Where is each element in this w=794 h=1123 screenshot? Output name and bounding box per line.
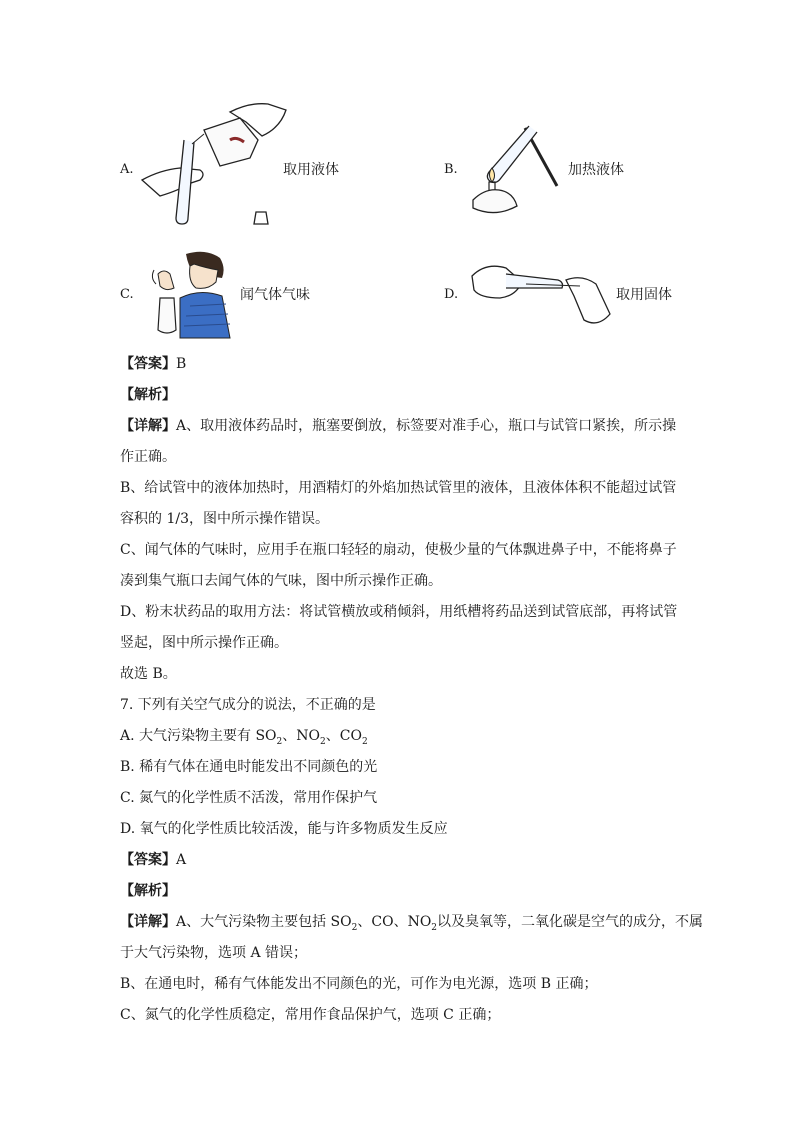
q7-detail-line-1 [120,912,703,938]
q6-analysis-tag: 【解析】 [120,387,176,403]
q6-conclusion: 故选 B。 [120,666,177,682]
q6-detail-line-3: B、给试管中的液体加热时，用酒精灯的外焰加热试管里的液体，且液体体积不能超过试管 [120,480,677,496]
detail-tag: 【详解】 [120,914,176,930]
q7-detail-line-4: C、氮气的化学性质稳定，常用作食品保护气，选项 C 正确； [120,1007,501,1023]
option-d-label: 取用固体 [616,287,672,303]
option-d-letter: D. [444,287,459,302]
q7-text: A、大气污染物主要包括 SO [176,914,352,930]
answer-tag: 【答案】 [120,356,176,372]
q6-text: A、取用液体药品时，瓶塞要倒放，标签要对准手心，瓶口与试管口紧挨，所示操 [176,418,677,434]
q7-detail-line-3: B、在通电时，稀有气体能发出不同颜色的光，可作为电光源，选项 B 正确； [120,976,598,992]
q7-text: 、CO、NO [357,914,432,930]
option-a-letter: A. [120,162,134,177]
q7-option-a-text: A. 大气污染物主要有 SO [120,728,277,744]
pouring-liquid-illustration [140,100,290,230]
option-b-letter: B. [444,162,458,177]
detail-tag: 【详解】 [120,418,176,434]
subscript: 2 [276,736,283,747]
option-a-label: 取用液体 [283,162,339,178]
q7-option-d: D. 氧气的化学性质比较活泼，能与许多物质发生反应 [120,821,448,837]
option-c-letter: C. [120,287,134,302]
smelling-gas-illustration [150,248,235,340]
q7-option-b: B. 稀有气体在通电时能发出不同颜色的光 [120,759,378,775]
q6-detail-line-5: C、闻气体的气味时，应用手在瓶口轻轻的扇动，使极少量的气体飘进鼻子中，不能将鼻子 [120,542,677,558]
answer-value: B [176,356,187,372]
q6-detail-line-1 [120,416,676,436]
q6-detail-line-6: 凑到集气瓶口去闻气体的气味，图中所示操作正确。 [120,573,442,589]
q7-detail-line-2: 于大气污染物，选项 A 错误； [120,945,308,961]
subscript: 2 [361,736,368,747]
q7-option-a-text: 、CO [325,728,362,744]
q7-text: 以及臭氧等，二氧化碳是空气的成分，不属 [437,914,704,930]
q6-detail-line-8: 竖起，图中所示操作正确。 [120,635,288,651]
option-c-label: 闻气体气味 [240,287,310,303]
q6-detail-line-7: D、粉末状药品的取用方法：将试管横放或稍倾斜，用纸槽将药品送到试管底部，再将试管 [120,604,678,620]
q6-answer-line [120,354,186,374]
heating-liquid-illustration [465,120,565,220]
q7-option-a-text: 、NO [282,728,320,744]
answer-tag: 【答案】 [120,852,176,868]
q7-option-a [120,726,368,752]
q7-option-c: C. 氮气的化学性质不活泼，常用作保护气 [120,790,378,806]
q7-stem: 7. 下列有关空气成分的说法，不正确的是 [120,697,376,713]
q7-answer-line [120,850,186,870]
subscript: 2 [351,922,358,933]
subscript: 2 [320,736,326,747]
taking-solid-illustration [470,262,615,330]
subscript: 2 [431,922,438,933]
option-b-label: 加热液体 [568,162,624,178]
q6-detail-line-4: 容积的 1/3，图中所示操作错误。 [120,511,329,527]
answer-value: A [176,852,187,868]
q7-analysis-tag: 【解析】 [120,883,176,899]
q6-detail-line-2: 作正确。 [120,449,176,465]
